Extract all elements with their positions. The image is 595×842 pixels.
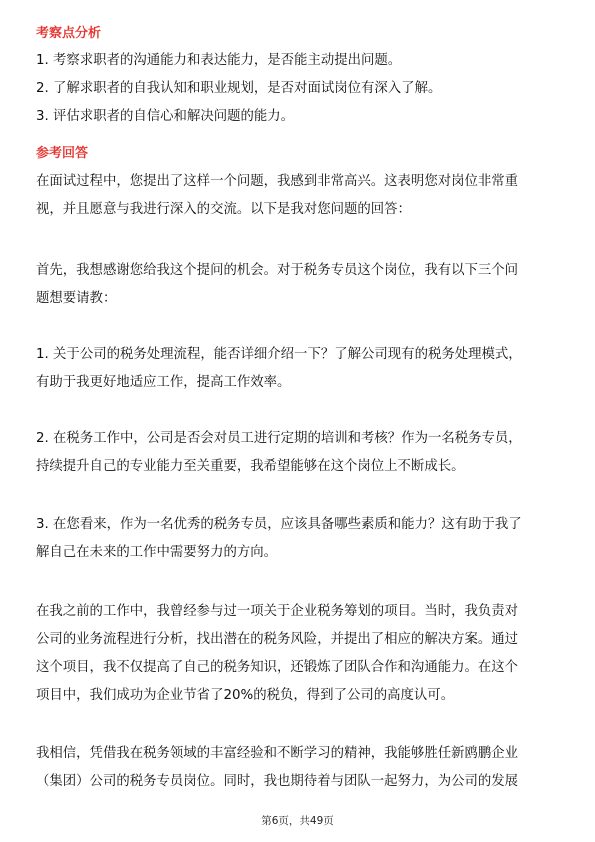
answer-line: 3. 在您看来，作为一名优秀的税务专员，应该具备哪些素质和能力？这有助于我了 — [36, 517, 522, 532]
answer-line: 视，并且愿意与我进行深入的交流。以下是我对您问题的回答： — [36, 202, 411, 217]
answer-line: 1. 关于公司的税务处理流程，能否详细介绍一下？了解公司现有的税务处理模式， — [36, 347, 522, 362]
answer-line: 公司的业务流程进行分析，找出潜在的税务风险，并提出了相应的解决方案。通过 — [36, 632, 519, 647]
answer-line: 我相信，凭借我在税务领域的丰富经验和不断学习的精神，我能够胜任新鸥鹏企业 — [36, 746, 519, 761]
answer-line: 解自己在未来的工作中需要努力的方向。 — [36, 545, 278, 560]
analysis-item-1: 1. 考察求职者的沟通能力和表达能力，是否能主动提出问题。 — [36, 53, 402, 68]
answer-line: 持续提升自己的专业能力至关重要，我希望能够在这个岗位上不断成长。 — [36, 459, 465, 474]
answer-line: 首先，我想感谢您给我这个提问的机会。对于税务专员这个岗位，我有以下三个问 — [36, 263, 519, 278]
answer-line: 项目中，我们成功为企业节省了20%的税负，得到了公司的高度认可。 — [36, 688, 455, 703]
analysis-heading: 考察点分析 — [36, 26, 102, 41]
answer-line: 2. 在税务工作中，公司是否会对员工进行定期的培训和考核？作为一名税务专员， — [36, 431, 522, 446]
answer-line: 在面试过程中，您提出了这样一个问题，我感到非常高兴。这表明您对岗位非常重 — [36, 174, 519, 189]
analysis-item-3: 3. 评估求职者的自信心和解决问题的能力。 — [36, 109, 295, 124]
answer-line: 有助于我更好地适应工作，提高工作效率。 — [36, 375, 291, 390]
answer-line: 在我之前的工作中，我曾经参与过一项关于企业税务筹划的项目。当时，我负责对 — [36, 604, 519, 619]
analysis-item-2: 2. 了解求职者的自我认知和职业规划，是否对面试岗位有深入了解。 — [36, 81, 442, 96]
page-number-footer: 第6页，共49页 — [261, 815, 334, 827]
answer-line: 题想要请教： — [36, 291, 117, 306]
answer-heading: 参考回答 — [36, 146, 89, 161]
answer-line: （集团）公司的税务专员岗位。同时，我也期待着与团队一起努力，为公司的发展 — [36, 774, 519, 789]
answer-line: 这个项目，我不仅提高了自己的税务知识，还锻炼了团队合作和沟通能力。在这个 — [36, 660, 519, 675]
